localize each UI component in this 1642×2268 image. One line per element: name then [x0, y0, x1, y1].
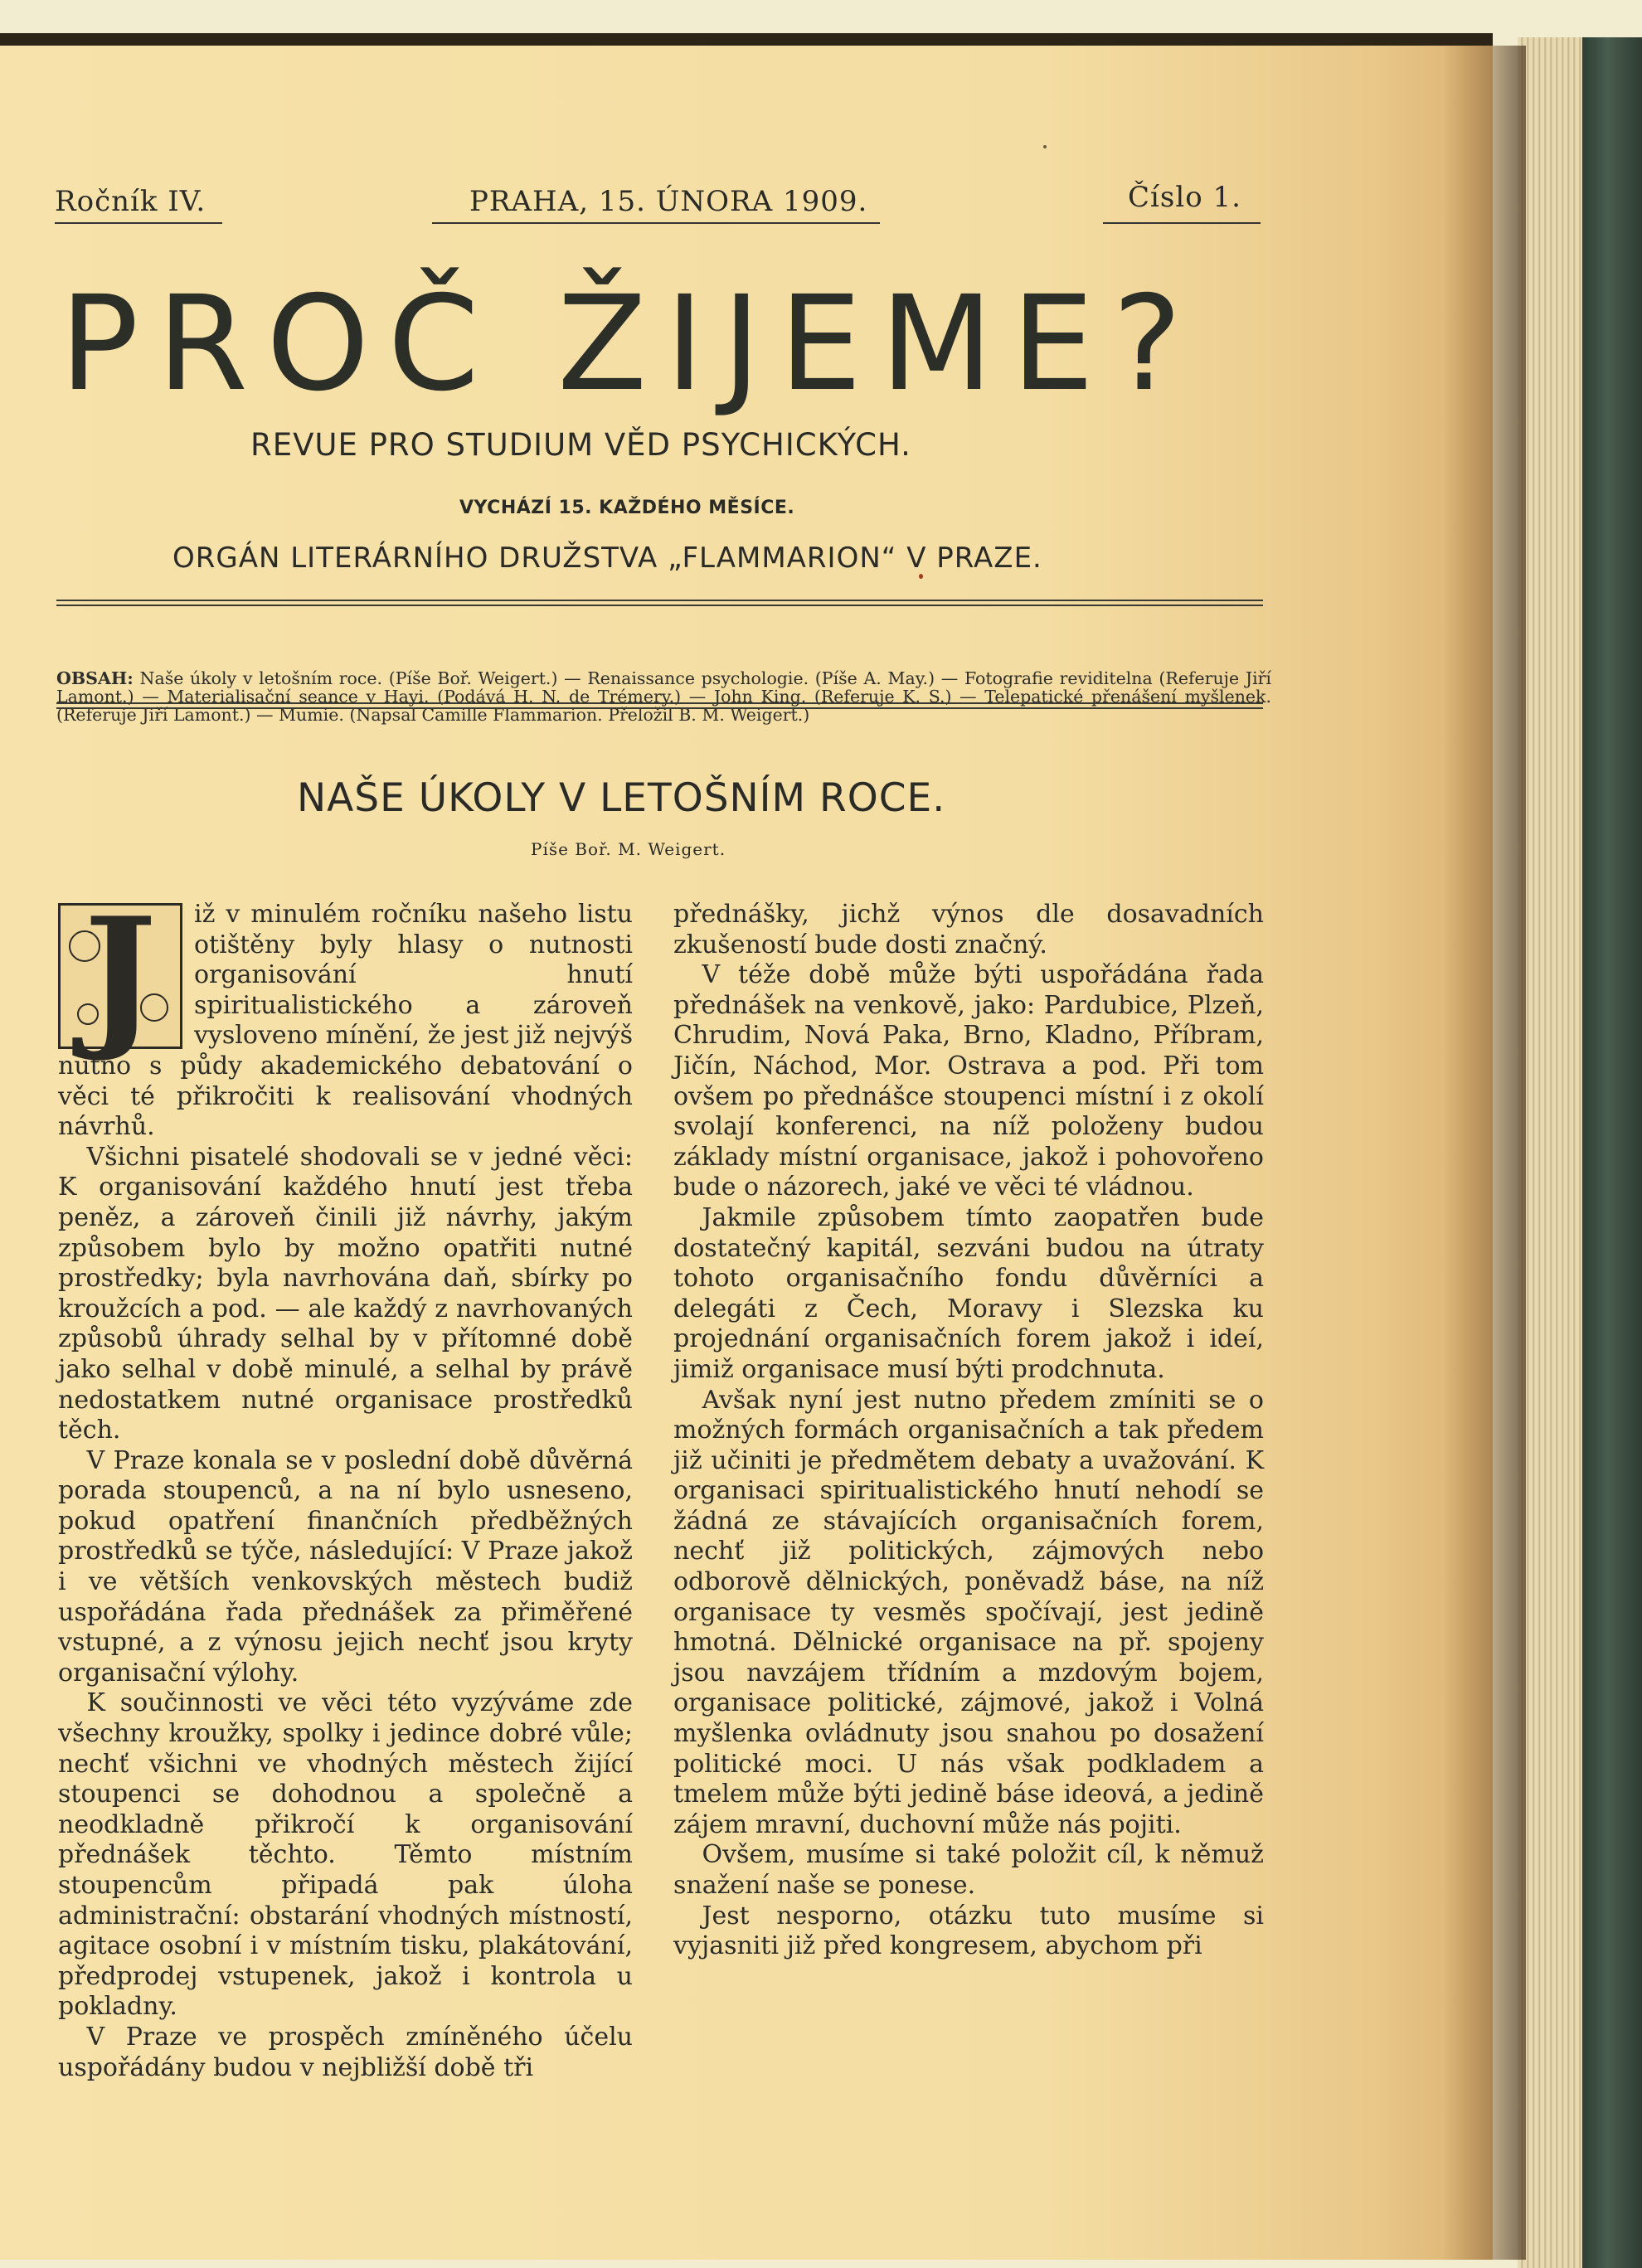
- ornamental-initial: [58, 883, 182, 1065]
- masthead-subtitle: REVUE PRO STUDIUM VĚD PSYCHICKÝCH.: [250, 427, 911, 463]
- header-rule-center: [432, 222, 880, 224]
- paragraph: V Praze konala se v poslední době důvěrná porada stoupenců, a na ní bylo usneseno, pokud opatření finančních předběžných prostředků se týče, následující: V Praze jakož i ve větších venkovských městech budiž uspořádána řada přednášek za přiměřené vstupné, a z výnosu jejich nechť jsou kryty organisační výlohy.: [58, 1445, 633, 1688]
- article-title: NAŠE ÚKOLY V LETOŠNÍM ROCE.: [297, 775, 946, 821]
- binding-shadow: [1443, 46, 1526, 2260]
- article-column-left: [58, 883, 633, 2083]
- paragraph: V téže době může býti uspořádána řada přednášek na venkově, jako: Pardubice, Plzeň, Chrudim, Nová Paka, Brno, Kladno, Příbram, Jičín, Náchod, Mor. Ostrava a pod. Při tom ovšem po přednášce stoupenci místní i z okolí svolají konferenci, na níž položeny budou základy místní organisace, jakož i pohovořeno bude o názorech, jaké ve věci té vládnou.: [673, 960, 1264, 1202]
- paragraph: přednášky, jichž výnos dle dosavadních zkušeností bude dosti značný.: [673, 900, 1264, 959]
- journal-page: [0, 46, 1493, 2260]
- paragraph: K součinnosti ve věci této vyzýváme zde všechny kroužky, spolky i jedince dobré vůle; nechť všichni ve vhodných městech žijící stoupenci se dohodnou a společně a neodkladně přikročí k organisování přednášek těchto. Těmto místním stoupencům připadá pak úloha administrační: obstarání vhodných místností, agitace osobní i v místním tisku, plakátování, předprodej vstupenek, jakož i kontrola u pokladny.: [58, 1688, 633, 2022]
- organ-line: ORGÁN LITERÁRNÍHO DRUŽSTVA „FLAMMARION“ V PRAZE.: [172, 542, 1042, 575]
- drop-cap-letter: J: [83, 883, 157, 1065]
- paragraph: iž v minulém ročníku našeho listu otištěny byly hlasy o nutnosti organisování hnutí spiritualistického a zároveň vysloveno mínění, že jest již nejvýš nutno s půdy akademického debatování o věci té přikročiti k realisování vhodných návrhů.: [58, 900, 633, 1142]
- volume-label: Ročník IV.: [55, 185, 206, 218]
- contents-text: Naše úkoly v letošním roce. (Píše Boř. Weigert.) — Renaissance psychologie. (Píše A. May.) — Fotografie reviditelna (Referuje Jiří Lamont.) — Materialisační seance v Hayi. (Podává H. N. de Trémery.) — John King. (Referuje K. S.) — Telepatické přenášení myšlenek. (Referuje Jiří Lamont.) — Mumie. (Napsal Camille Flammarion. Přeložil B. M. Weigert.): [56, 668, 1271, 725]
- header-rule-right: [1103, 222, 1261, 224]
- issue-number: Číslo 1.: [1128, 181, 1241, 214]
- publication-frequency: VYCHÁZÍ 15. KAŽDÉHO MĚSÍCE.: [459, 498, 795, 518]
- table-of-contents: [56, 669, 1271, 724]
- contents-rule-top: [56, 600, 1263, 606]
- masthead-title: PROČ ŽIJEME?: [60, 268, 1201, 420]
- place-date: PRAHA, 15. ÚNORA 1909.: [469, 185, 868, 218]
- speck: [1043, 145, 1047, 148]
- paragraph: V Praze ve prospěch zmíněného účelu uspořádány budou v nejbližší době tři: [58, 2022, 633, 2082]
- article-column-right: [673, 900, 1264, 1962]
- paragraph: Ovšem, musíme si také položit cíl, k němuž snažení naše se ponese.: [673, 1840, 1264, 1900]
- contents-label: OBSAH:: [56, 668, 134, 688]
- article-byline: Píše Boř. M. Weigert.: [531, 839, 726, 859]
- book-spine: [1580, 37, 1642, 2268]
- paragraph: Avšak nyní jest nutno předem zmíniti se o možných formách organisačních a tak předem již učiniti je předmětem debaty a uvažování. K organisaci spiritualistického hnutí nehodí se žádná ze stávajících organisačních forem, nechť již politických, zájmových nebo odborově dělnických, poněvadž báse, na níž organisace ty vesměs spočívají, jest jedině hmotná. Dělnické organisace na př. spojeny jsou navzájem třídním a mzdovým bojem, organisace politické, zájmové, jakož i Volná myšlenka ovládnuty jsou snahou po dosažení politické moci. U nás však podkladem a tmelem může býti jedině báse ideová, a jedině zájem mravní, duchovní může nás pojiti.: [673, 1385, 1264, 1839]
- page-edges: [1518, 37, 1582, 2268]
- paragraph: Všichni pisatelé shodovali se v jedné věci: K organisování každého hnutí jest třeba peněz, a zároveň činili již návrhy, jakým způsobem bylo by možno opatřiti nutné prostředky; byla navrhována daň, sbírky po kroužcích a pod. — ale každý z navrhovaných způsobů úhrady selhal by v přítomné době jako selhal v době minulé, a selhal by právě nedostatkem nutné organisace prostředků těch.: [58, 1142, 633, 1445]
- header-rule-left: [55, 222, 222, 224]
- paragraph: Jakmile způsobem tímto zaopatřen bude dostatečný kapitál, sezváni budou na útraty tohoto organisačního fondu důvěrníci a delegáti z Čech, Moravy i Slezska ku projednání organisačních forem jakož i ideí, jimiž organisace musí býti prodchnuta.: [673, 1202, 1264, 1384]
- paragraph: Jest nesporno, otázku tuto musíme si vyjasniti již před kongresem, abychom při: [673, 1901, 1264, 1961]
- contents-rule-bottom: [56, 702, 1263, 709]
